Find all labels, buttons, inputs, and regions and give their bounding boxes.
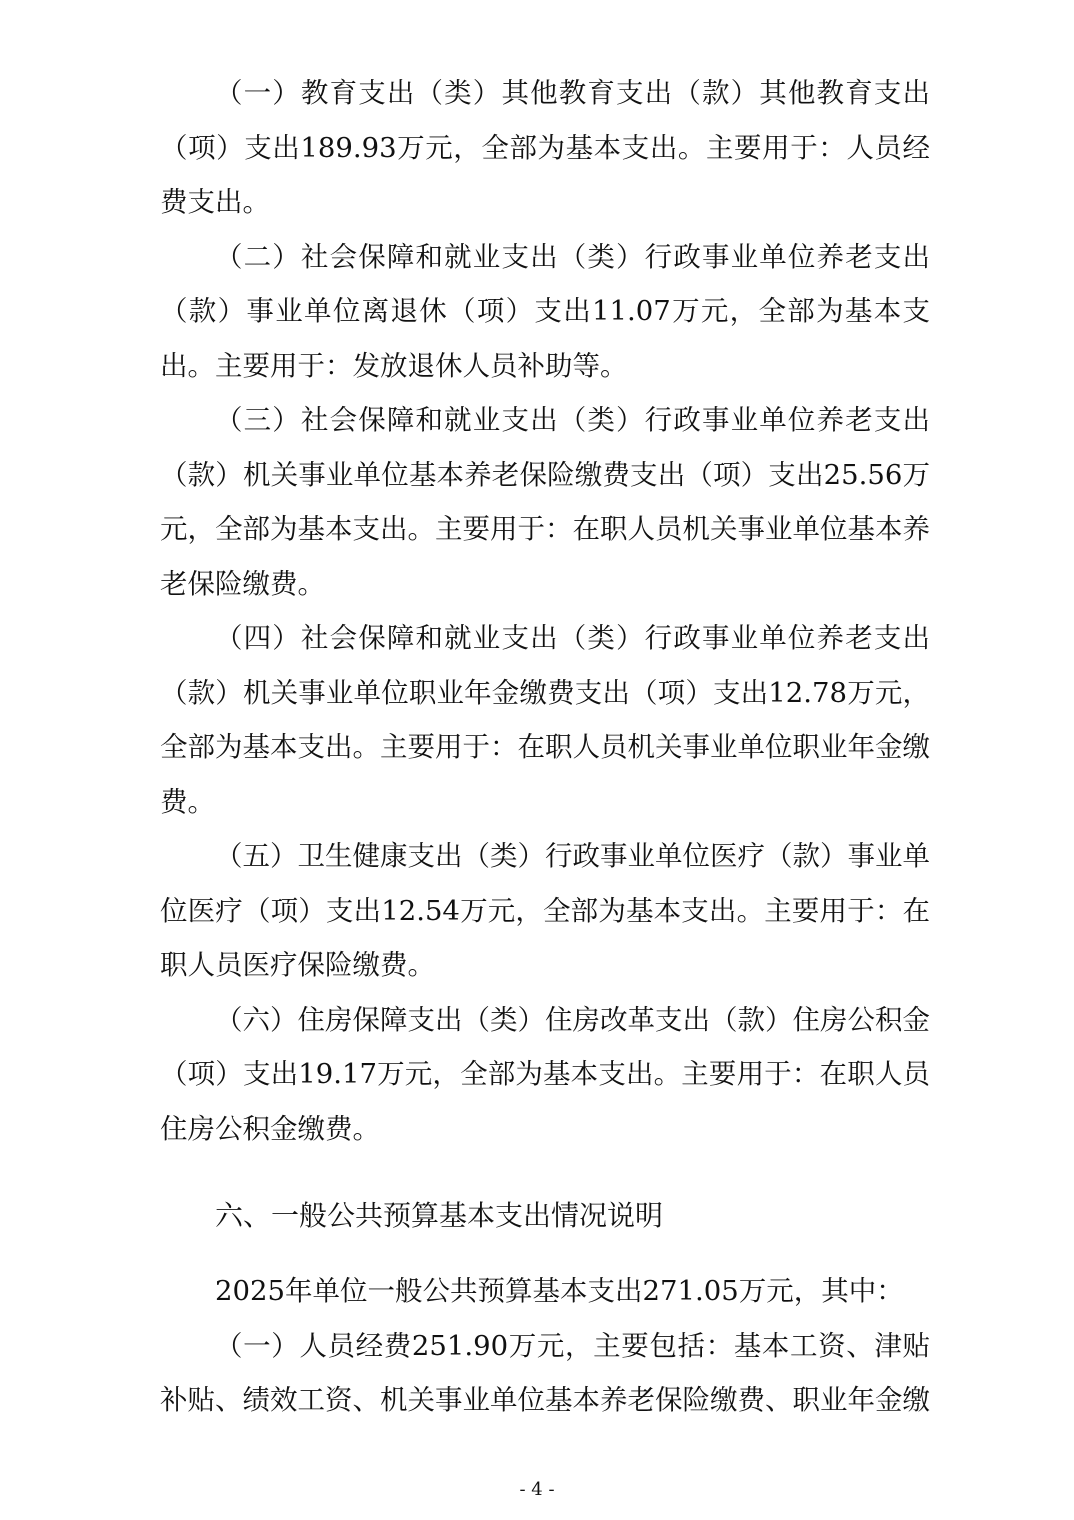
paragraph-education-expenditure: （一）教育支出（类）其他教育支出（款）其他教育支出（项）支出189.93万元，全部为基本支出。主要用于：人员经费支出。 (160, 77, 930, 218)
paragraph-housing-fund-expenditure: （六）住房保障支出（类）住房改革支出（款）住房公积金（项）支出19.17万元，全部为基本支出。主要用于：在职人员住房公积金缴费。 (160, 1003, 930, 1145)
paragraph-personnel-expenses: （一）人员经费251.90万元，主要包括：基本工资、津贴补贴、绩效工资、机关事业单位基本养老保险缴费、职业年金缴 (160, 1329, 930, 1416)
paragraph-pension-insurance-expenditure: （三）社会保障和就业支出（类）行政事业单位养老支出（款）机关事业单位基本养老保险缴费支出（项）支出25.56万元，全部为基本支出。主要用于：在职人员机关事业单位基本养老保险缴费。 (160, 404, 930, 600)
paragraph-basic-expenditure-total: 2025年单位一般公共预算基本支出271.05万元，其中： (215, 1275, 904, 1307)
paragraph-medical-expenditure: （五）卫生健康支出（类）行政事业单位医疗（款）事业单位医疗（项）支出12.54万元，全部为基本支出。主要用于：在职人员医疗保险缴费。 (160, 840, 930, 981)
paragraph-occupational-annuity-expenditure: （四）社会保障和就业支出（类）行政事业单位养老支出（款）机关事业单位职业年金缴费支出（项）支出12.78万元，全部为基本支出。主要用于：在职人员机关事业单位职业年金缴费。 (160, 622, 930, 818)
section-heading: 六、一般公共预算基本支出情况说明 (215, 1199, 664, 1232)
paragraph-retirement-expenditure: （二）社会保障和就业支出（类）行政事业单位养老支出（款）事业单位离退休（项）支出11.07万元，全部为基本支出。主要用于：发放退休人员补助等。 (160, 240, 930, 382)
document-body (160, 66, 930, 1428)
page-number: - 4 - (519, 1479, 555, 1500)
